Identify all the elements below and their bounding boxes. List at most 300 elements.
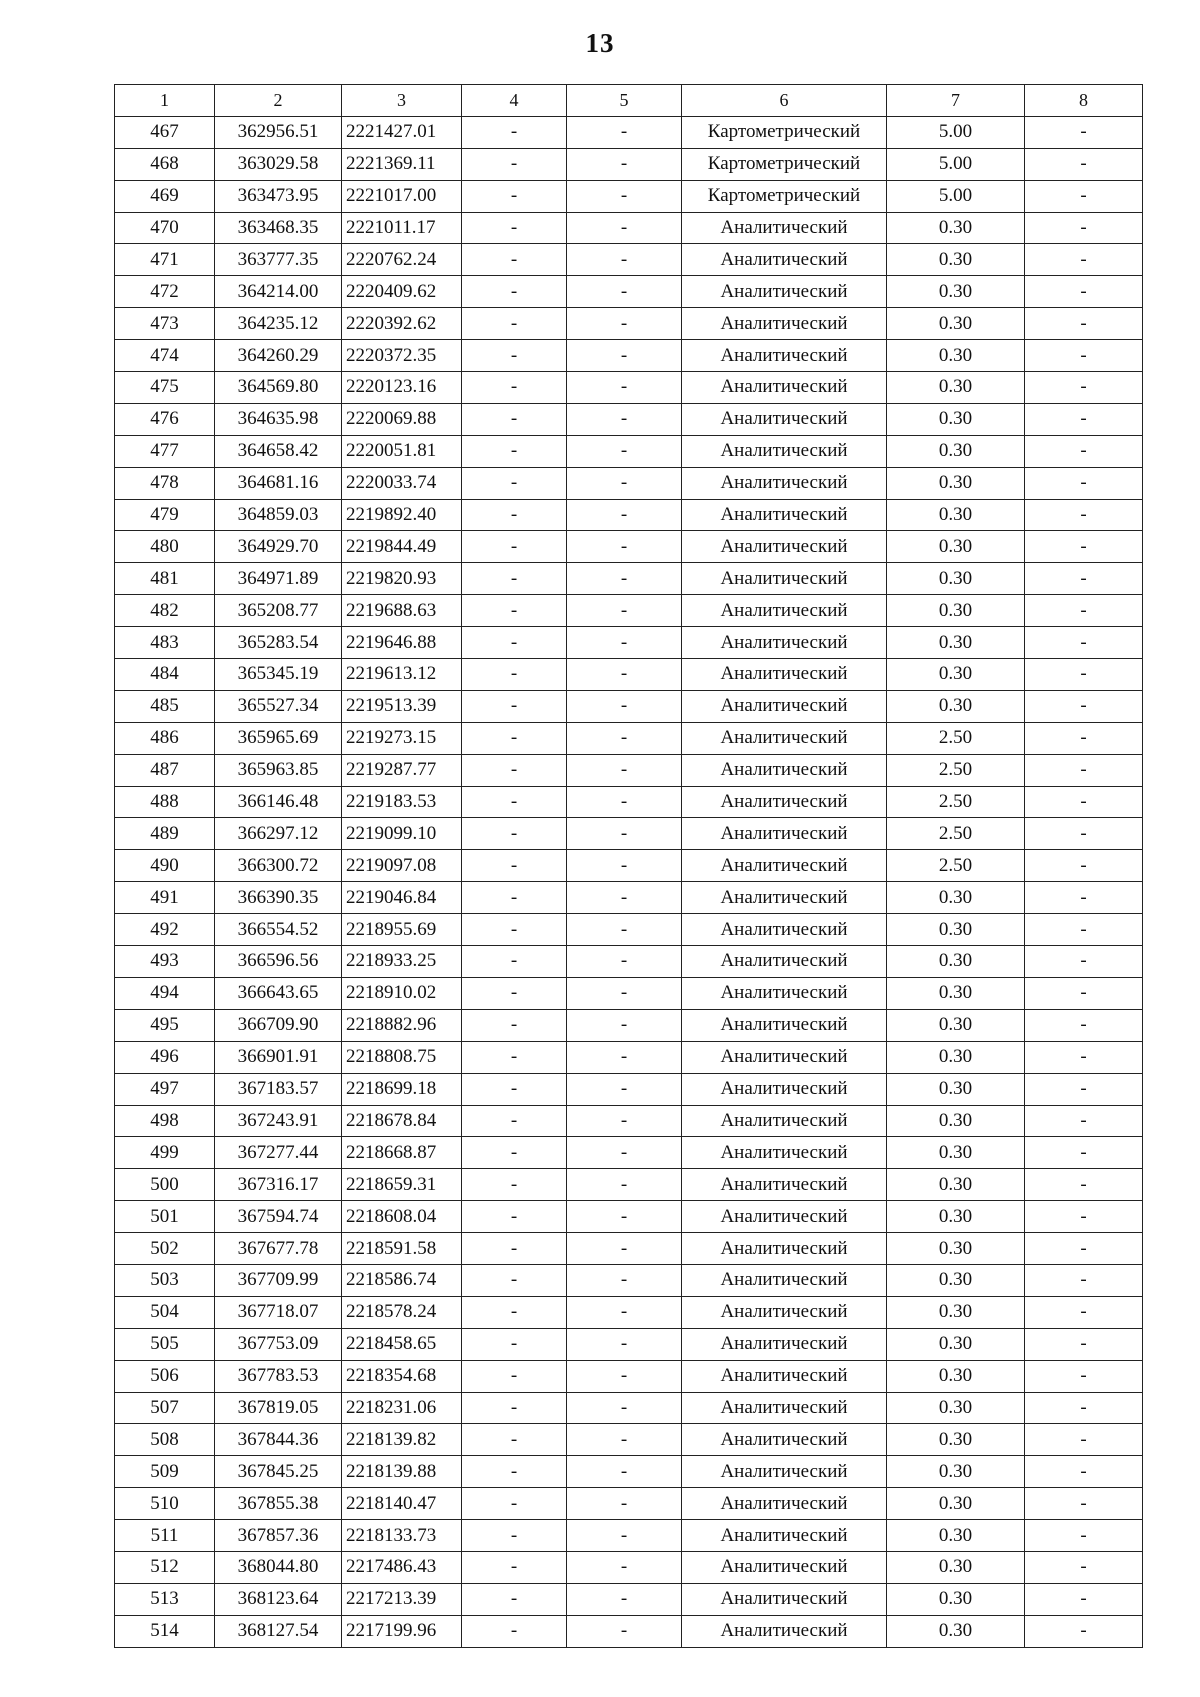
cell-col-8: - xyxy=(1025,1264,1143,1296)
cell-accuracy: 0.30 xyxy=(887,499,1025,531)
cell-col-8: - xyxy=(1025,340,1143,372)
cell-accuracy: 0.30 xyxy=(887,1488,1025,1520)
cell-col-4: - xyxy=(462,595,567,627)
cell-y-coordinate: 2221427.01 xyxy=(342,116,462,148)
cell-col-8: - xyxy=(1025,403,1143,435)
cell-point-number: 504 xyxy=(115,1296,215,1328)
cell-y-coordinate: 2218586.74 xyxy=(342,1264,462,1296)
cell-x-coordinate: 364214.00 xyxy=(215,276,342,308)
cell-col-5: - xyxy=(567,1296,682,1328)
cell-col-5: - xyxy=(567,1551,682,1583)
cell-y-coordinate: 2219287.77 xyxy=(342,754,462,786)
cell-method: Аналитический xyxy=(682,786,887,818)
cell-col-5: - xyxy=(567,340,682,372)
cell-col-4: - xyxy=(462,1615,567,1647)
cell-col-8: - xyxy=(1025,818,1143,850)
cell-col-4: - xyxy=(462,946,567,978)
cell-accuracy: 0.30 xyxy=(887,914,1025,946)
cell-col-5: - xyxy=(567,754,682,786)
cell-accuracy: 2.50 xyxy=(887,722,1025,754)
cell-accuracy: 0.30 xyxy=(887,1520,1025,1552)
cell-y-coordinate: 2219844.49 xyxy=(342,531,462,563)
cell-col-8: - xyxy=(1025,914,1143,946)
cell-accuracy: 0.30 xyxy=(887,435,1025,467)
cell-method: Аналитический xyxy=(682,435,887,467)
cell-y-coordinate: 2219099.10 xyxy=(342,818,462,850)
cell-col-8: - xyxy=(1025,1360,1143,1392)
table-row xyxy=(115,1360,1143,1392)
cell-accuracy: 0.30 xyxy=(887,467,1025,499)
cell-point-number: 487 xyxy=(115,754,215,786)
cell-col-5: - xyxy=(567,627,682,659)
cell-col-5: - xyxy=(567,850,682,882)
table-row xyxy=(115,499,1143,531)
cell-col-8: - xyxy=(1025,659,1143,691)
cell-x-coordinate: 366596.56 xyxy=(215,946,342,978)
cell-col-4: - xyxy=(462,1392,567,1424)
table-row xyxy=(115,467,1143,499)
cell-method: Картометрический xyxy=(682,148,887,180)
cell-col-4: - xyxy=(462,116,567,148)
cell-x-coordinate: 365345.19 xyxy=(215,659,342,691)
cell-y-coordinate: 2218668.87 xyxy=(342,1137,462,1169)
cell-y-coordinate: 2218139.82 xyxy=(342,1424,462,1456)
cell-col-4: - xyxy=(462,1201,567,1233)
cell-point-number: 467 xyxy=(115,116,215,148)
cell-col-8: - xyxy=(1025,1488,1143,1520)
cell-method: Аналитический xyxy=(682,754,887,786)
cell-x-coordinate: 367783.53 xyxy=(215,1360,342,1392)
cell-point-number: 488 xyxy=(115,786,215,818)
cell-accuracy: 0.30 xyxy=(887,1009,1025,1041)
cell-x-coordinate: 366643.65 xyxy=(215,977,342,1009)
table-row xyxy=(115,1328,1143,1360)
cell-col-5: - xyxy=(567,1360,682,1392)
table-row xyxy=(115,531,1143,563)
cell-accuracy: 0.30 xyxy=(887,627,1025,659)
cell-accuracy: 5.00 xyxy=(887,180,1025,212)
cell-point-number: 486 xyxy=(115,722,215,754)
cell-col-4: - xyxy=(462,1488,567,1520)
cell-col-8: - xyxy=(1025,1137,1143,1169)
column-header-2: 2 xyxy=(215,85,342,117)
cell-method: Аналитический xyxy=(682,914,887,946)
cell-x-coordinate: 364859.03 xyxy=(215,499,342,531)
cell-x-coordinate: 364658.42 xyxy=(215,435,342,467)
cell-col-4: - xyxy=(462,435,567,467)
cell-y-coordinate: 2220033.74 xyxy=(342,467,462,499)
cell-col-4: - xyxy=(462,1551,567,1583)
table-row xyxy=(115,1456,1143,1488)
cell-col-8: - xyxy=(1025,1520,1143,1552)
cell-method: Аналитический xyxy=(682,531,887,563)
column-header-3: 3 xyxy=(342,85,462,117)
cell-y-coordinate: 2220069.88 xyxy=(342,403,462,435)
cell-col-4: - xyxy=(462,1583,567,1615)
cell-x-coordinate: 366146.48 xyxy=(215,786,342,818)
cell-point-number: 513 xyxy=(115,1583,215,1615)
table-row xyxy=(115,1105,1143,1137)
cell-y-coordinate: 2217486.43 xyxy=(342,1551,462,1583)
table-row xyxy=(115,276,1143,308)
cell-point-number: 502 xyxy=(115,1233,215,1265)
cell-point-number: 511 xyxy=(115,1520,215,1552)
table-row xyxy=(115,1073,1143,1105)
cell-point-number: 514 xyxy=(115,1615,215,1647)
cell-col-4: - xyxy=(462,882,567,914)
table-row xyxy=(115,1233,1143,1265)
cell-point-number: 472 xyxy=(115,276,215,308)
cell-point-number: 473 xyxy=(115,308,215,340)
cell-point-number: 497 xyxy=(115,1073,215,1105)
page-number: 13 xyxy=(585,28,615,58)
cell-point-number: 491 xyxy=(115,882,215,914)
cell-point-number: 494 xyxy=(115,977,215,1009)
cell-y-coordinate: 2218458.65 xyxy=(342,1328,462,1360)
cell-point-number: 483 xyxy=(115,627,215,659)
cell-y-coordinate: 2218139.88 xyxy=(342,1456,462,1488)
cell-accuracy: 0.30 xyxy=(887,1328,1025,1360)
cell-method: Аналитический xyxy=(682,595,887,627)
cell-y-coordinate: 2217199.96 xyxy=(342,1615,462,1647)
cell-point-number: 498 xyxy=(115,1105,215,1137)
cell-col-8: - xyxy=(1025,308,1143,340)
cell-x-coordinate: 366901.91 xyxy=(215,1041,342,1073)
cell-accuracy: 0.30 xyxy=(887,403,1025,435)
cell-accuracy: 0.30 xyxy=(887,1169,1025,1201)
cell-col-5: - xyxy=(567,531,682,563)
cell-x-coordinate: 363473.95 xyxy=(215,180,342,212)
table-row xyxy=(115,116,1143,148)
cell-y-coordinate: 2217213.39 xyxy=(342,1583,462,1615)
column-header-8: 8 xyxy=(1025,85,1143,117)
cell-col-5: - xyxy=(567,435,682,467)
cell-x-coordinate: 364929.70 xyxy=(215,531,342,563)
cell-x-coordinate: 366554.52 xyxy=(215,914,342,946)
cell-col-8: - xyxy=(1025,1296,1143,1328)
cell-method: Аналитический xyxy=(682,1456,887,1488)
cell-col-8: - xyxy=(1025,627,1143,659)
cell-y-coordinate: 2219097.08 xyxy=(342,850,462,882)
table-row xyxy=(115,627,1143,659)
cell-accuracy: 0.30 xyxy=(887,340,1025,372)
table-row xyxy=(115,977,1143,1009)
cell-y-coordinate: 2219820.93 xyxy=(342,563,462,595)
cell-y-coordinate: 2219688.63 xyxy=(342,595,462,627)
cell-accuracy: 0.30 xyxy=(887,1264,1025,1296)
table-row xyxy=(115,1169,1143,1201)
cell-col-8: - xyxy=(1025,180,1143,212)
cell-x-coordinate: 364681.16 xyxy=(215,467,342,499)
cell-point-number: 501 xyxy=(115,1201,215,1233)
cell-col-4: - xyxy=(462,627,567,659)
cell-col-4: - xyxy=(462,244,567,276)
table-row xyxy=(115,435,1143,467)
cell-col-5: - xyxy=(567,116,682,148)
cell-y-coordinate: 2219613.12 xyxy=(342,659,462,691)
cell-method: Аналитический xyxy=(682,308,887,340)
cell-x-coordinate: 367844.36 xyxy=(215,1424,342,1456)
cell-y-coordinate: 2220372.35 xyxy=(342,340,462,372)
cell-col-8: - xyxy=(1025,212,1143,244)
cell-method: Аналитический xyxy=(682,977,887,1009)
cell-y-coordinate: 2218910.02 xyxy=(342,977,462,1009)
cell-x-coordinate: 367718.07 xyxy=(215,1296,342,1328)
cell-x-coordinate: 367753.09 xyxy=(215,1328,342,1360)
cell-y-coordinate: 2219183.53 xyxy=(342,786,462,818)
cell-accuracy: 0.30 xyxy=(887,1233,1025,1265)
table-row xyxy=(115,372,1143,404)
cell-col-4: - xyxy=(462,1009,567,1041)
column-header-4: 4 xyxy=(462,85,567,117)
cell-col-4: - xyxy=(462,1520,567,1552)
cell-col-8: - xyxy=(1025,467,1143,499)
cell-point-number: 480 xyxy=(115,531,215,563)
cell-col-5: - xyxy=(567,563,682,595)
cell-point-number: 477 xyxy=(115,435,215,467)
cell-point-number: 474 xyxy=(115,340,215,372)
cell-point-number: 470 xyxy=(115,212,215,244)
cell-x-coordinate: 365283.54 xyxy=(215,627,342,659)
cell-accuracy: 0.30 xyxy=(887,659,1025,691)
cell-accuracy: 2.50 xyxy=(887,850,1025,882)
cell-x-coordinate: 367857.36 xyxy=(215,1520,342,1552)
cell-point-number: 505 xyxy=(115,1328,215,1360)
table-body xyxy=(115,116,1143,1647)
cell-x-coordinate: 367243.91 xyxy=(215,1105,342,1137)
table-row xyxy=(115,850,1143,882)
cell-accuracy: 0.30 xyxy=(887,1551,1025,1583)
table-row xyxy=(115,1583,1143,1615)
cell-x-coordinate: 367709.99 xyxy=(215,1264,342,1296)
cell-col-5: - xyxy=(567,1041,682,1073)
cell-accuracy: 0.30 xyxy=(887,1105,1025,1137)
cell-x-coordinate: 362956.51 xyxy=(215,116,342,148)
cell-col-5: - xyxy=(567,595,682,627)
cell-point-number: 495 xyxy=(115,1009,215,1041)
cell-col-5: - xyxy=(567,977,682,1009)
cell-col-5: - xyxy=(567,946,682,978)
cell-method: Аналитический xyxy=(682,276,887,308)
cell-method: Аналитический xyxy=(682,1264,887,1296)
cell-x-coordinate: 364235.12 xyxy=(215,308,342,340)
cell-col-4: - xyxy=(462,1041,567,1073)
cell-y-coordinate: 2220409.62 xyxy=(342,276,462,308)
cell-method: Аналитический xyxy=(682,372,887,404)
cell-col-8: - xyxy=(1025,1201,1143,1233)
cell-accuracy: 0.30 xyxy=(887,372,1025,404)
cell-x-coordinate: 364971.89 xyxy=(215,563,342,595)
cell-point-number: 503 xyxy=(115,1264,215,1296)
cell-accuracy: 0.30 xyxy=(887,882,1025,914)
table-row xyxy=(115,1137,1143,1169)
cell-method: Аналитический xyxy=(682,244,887,276)
cell-col-4: - xyxy=(462,659,567,691)
cell-point-number: 500 xyxy=(115,1169,215,1201)
table-row xyxy=(115,1424,1143,1456)
table-header-row xyxy=(115,85,1143,117)
column-header-6: 6 xyxy=(682,85,887,117)
cell-method: Аналитический xyxy=(682,1615,887,1647)
table-row xyxy=(115,1201,1143,1233)
cell-col-4: - xyxy=(462,308,567,340)
cell-method: Аналитический xyxy=(682,212,887,244)
table-row xyxy=(115,1041,1143,1073)
cell-x-coordinate: 363468.35 xyxy=(215,212,342,244)
cell-y-coordinate: 2219513.39 xyxy=(342,690,462,722)
cell-method: Аналитический xyxy=(682,627,887,659)
table-row xyxy=(115,786,1143,818)
cell-accuracy: 0.30 xyxy=(887,1456,1025,1488)
cell-col-4: - xyxy=(462,1105,567,1137)
cell-col-4: - xyxy=(462,914,567,946)
cell-method: Аналитический xyxy=(682,1009,887,1041)
cell-y-coordinate: 2218933.25 xyxy=(342,946,462,978)
table-row xyxy=(115,1264,1143,1296)
cell-col-8: - xyxy=(1025,850,1143,882)
cell-point-number: 481 xyxy=(115,563,215,595)
cell-accuracy: 0.30 xyxy=(887,1360,1025,1392)
cell-point-number: 482 xyxy=(115,595,215,627)
cell-point-number: 508 xyxy=(115,1424,215,1456)
cell-method: Аналитический xyxy=(682,1201,887,1233)
table-row xyxy=(115,148,1143,180)
cell-col-4: - xyxy=(462,1233,567,1265)
cell-x-coordinate: 367855.38 xyxy=(215,1488,342,1520)
cell-point-number: 493 xyxy=(115,946,215,978)
column-header-5: 5 xyxy=(567,85,682,117)
cell-method: Аналитический xyxy=(682,659,887,691)
cell-y-coordinate: 2218578.24 xyxy=(342,1296,462,1328)
table-row xyxy=(115,403,1143,435)
table-row xyxy=(115,690,1143,722)
cell-method: Аналитический xyxy=(682,818,887,850)
cell-col-4: - xyxy=(462,276,567,308)
cell-point-number: 469 xyxy=(115,180,215,212)
cell-y-coordinate: 2218231.06 xyxy=(342,1392,462,1424)
cell-point-number: 512 xyxy=(115,1551,215,1583)
cell-point-number: 476 xyxy=(115,403,215,435)
cell-col-5: - xyxy=(567,1456,682,1488)
cell-point-number: 489 xyxy=(115,818,215,850)
cell-accuracy: 0.30 xyxy=(887,1296,1025,1328)
table-row xyxy=(115,340,1143,372)
cell-accuracy: 0.30 xyxy=(887,1073,1025,1105)
cell-method: Аналитический xyxy=(682,850,887,882)
cell-accuracy: 5.00 xyxy=(887,116,1025,148)
table-row xyxy=(115,308,1143,340)
cell-col-5: - xyxy=(567,1201,682,1233)
cell-col-5: - xyxy=(567,1264,682,1296)
cell-col-5: - xyxy=(567,499,682,531)
cell-y-coordinate: 2218808.75 xyxy=(342,1041,462,1073)
cell-point-number: 475 xyxy=(115,372,215,404)
cell-col-8: - xyxy=(1025,1583,1143,1615)
cell-accuracy: 0.30 xyxy=(887,1615,1025,1647)
table-row xyxy=(115,1520,1143,1552)
cell-accuracy: 2.50 xyxy=(887,818,1025,850)
cell-col-8: - xyxy=(1025,1392,1143,1424)
cell-accuracy: 0.30 xyxy=(887,690,1025,722)
cell-col-4: - xyxy=(462,212,567,244)
cell-accuracy: 2.50 xyxy=(887,786,1025,818)
cell-col-5: - xyxy=(567,467,682,499)
cell-col-8: - xyxy=(1025,1424,1143,1456)
cell-point-number: 485 xyxy=(115,690,215,722)
cell-accuracy: 0.30 xyxy=(887,308,1025,340)
cell-method: Аналитический xyxy=(682,1392,887,1424)
cell-col-5: - xyxy=(567,1424,682,1456)
cell-y-coordinate: 2221017.00 xyxy=(342,180,462,212)
cell-method: Аналитический xyxy=(682,1073,887,1105)
cell-y-coordinate: 2218140.47 xyxy=(342,1488,462,1520)
cell-col-5: - xyxy=(567,212,682,244)
cell-col-5: - xyxy=(567,659,682,691)
cell-col-8: - xyxy=(1025,1073,1143,1105)
table-row xyxy=(115,722,1143,754)
cell-x-coordinate: 368123.64 xyxy=(215,1583,342,1615)
cell-x-coordinate: 366709.90 xyxy=(215,1009,342,1041)
cell-y-coordinate: 2220762.24 xyxy=(342,244,462,276)
cell-col-8: - xyxy=(1025,595,1143,627)
cell-col-8: - xyxy=(1025,116,1143,148)
cell-point-number: 507 xyxy=(115,1392,215,1424)
cell-x-coordinate: 368044.80 xyxy=(215,1551,342,1583)
cell-x-coordinate: 365208.77 xyxy=(215,595,342,627)
cell-y-coordinate: 2218608.04 xyxy=(342,1201,462,1233)
cell-accuracy: 0.30 xyxy=(887,212,1025,244)
cell-y-coordinate: 2219646.88 xyxy=(342,627,462,659)
cell-method: Аналитический xyxy=(682,1105,887,1137)
table-row xyxy=(115,1392,1143,1424)
cell-col-8: - xyxy=(1025,372,1143,404)
cell-col-5: - xyxy=(567,148,682,180)
cell-x-coordinate: 367677.78 xyxy=(215,1233,342,1265)
cell-x-coordinate: 365963.85 xyxy=(215,754,342,786)
cell-col-4: - xyxy=(462,1296,567,1328)
cell-col-5: - xyxy=(567,1583,682,1615)
column-header-1: 1 xyxy=(115,85,215,117)
cell-col-4: - xyxy=(462,531,567,563)
table-row xyxy=(115,244,1143,276)
table-row xyxy=(115,595,1143,627)
cell-method: Картометрический xyxy=(682,116,887,148)
cell-col-4: - xyxy=(462,818,567,850)
cell-col-5: - xyxy=(567,914,682,946)
cell-col-4: - xyxy=(462,499,567,531)
cell-method: Аналитический xyxy=(682,1551,887,1583)
cell-col-4: - xyxy=(462,1360,567,1392)
table-row xyxy=(115,659,1143,691)
cell-point-number: 492 xyxy=(115,914,215,946)
cell-point-number: 509 xyxy=(115,1456,215,1488)
cell-method: Аналитический xyxy=(682,946,887,978)
cell-method: Аналитический xyxy=(682,1424,887,1456)
cell-col-5: - xyxy=(567,1233,682,1265)
cell-method: Аналитический xyxy=(682,1360,887,1392)
cell-accuracy: 5.00 xyxy=(887,148,1025,180)
cell-col-4: - xyxy=(462,786,567,818)
cell-col-5: - xyxy=(567,180,682,212)
cell-accuracy: 0.30 xyxy=(887,1424,1025,1456)
cell-col-4: - xyxy=(462,340,567,372)
cell-method: Аналитический xyxy=(682,1488,887,1520)
cell-method: Аналитический xyxy=(682,1583,887,1615)
cell-accuracy: 0.30 xyxy=(887,531,1025,563)
cell-x-coordinate: 368127.54 xyxy=(215,1615,342,1647)
cell-y-coordinate: 2218699.18 xyxy=(342,1073,462,1105)
cell-accuracy: 0.30 xyxy=(887,276,1025,308)
